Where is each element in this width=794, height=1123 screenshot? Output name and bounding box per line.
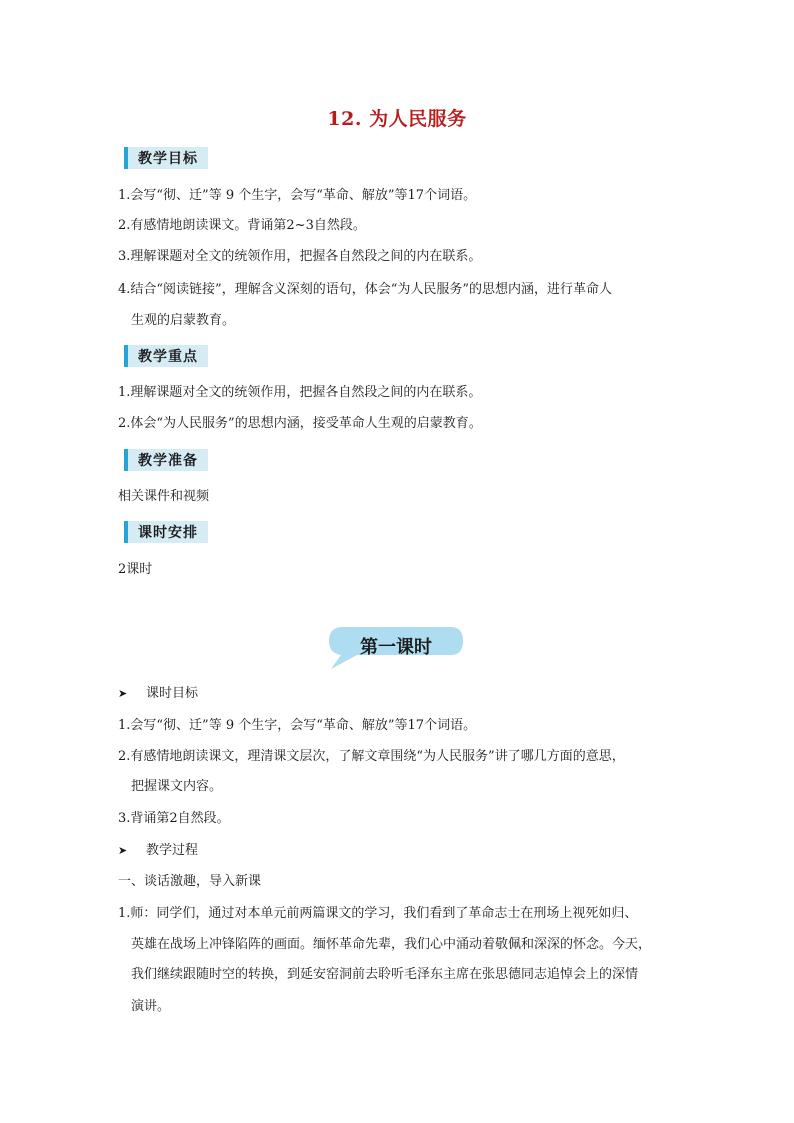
section-heading-text: 课时安排 — [138, 525, 198, 541]
section-heading-text: 教学重点 — [138, 349, 198, 365]
section-heading-goals — [124, 147, 208, 169]
arrowhead-bullet-icon: ➤ — [118, 844, 128, 857]
lesson-badge-label: 第一课时 — [360, 637, 432, 658]
section-heading-key-points — [124, 345, 208, 367]
arrowhead-bullet-icon: ➤ — [118, 687, 128, 700]
paragraph-line: 演讲。 — [131, 999, 171, 1014]
key-point-item: 2.体会“为人民服务”的思想内涵，接受革命人生观的启蒙教育。 — [118, 416, 482, 431]
goal-item: 3.理解课题对全文的统领作用，把握各自然段之间的内在联系。 — [118, 249, 482, 264]
goal-item: 4.结合“阅读链接”，理解含义深刻的语句，体会“为人民服务”的思想内涵，进行革命人 — [118, 282, 612, 297]
subsection-label: 教学过程 — [146, 843, 199, 858]
section-marker — [124, 147, 128, 169]
section-marker — [124, 449, 128, 471]
objective-item: 2.有感情地朗读课文，理清课文层次，了解文章围绕“为人民服务”讲了哪几方面的意思， — [118, 749, 625, 764]
objective-item-continued: 把握课文内容。 — [131, 779, 223, 794]
subsection-objectives — [118, 684, 198, 704]
objective-item: 3.背诵第2自然段。 — [118, 811, 230, 826]
paragraph-line: 英雄在战场上冲锋陷阵的画面。缅怀革命先辈，我们心中涌动着敬佩和深深的怀念。今天， — [131, 937, 652, 952]
page-title: 12. 为人民服务 — [327, 108, 467, 130]
step-heading: 一、谈话激趣，导入新课 — [118, 874, 262, 889]
preparation-text: 相关课件和视频 — [118, 489, 210, 504]
section-heading-text: 教学目标 — [138, 151, 198, 167]
goal-item-continued: 生观的启蒙教育。 — [131, 313, 236, 328]
schedule-text: 2课时 — [118, 562, 153, 577]
section-heading-preparation — [124, 449, 208, 471]
section-marker — [124, 521, 128, 543]
section-heading-text: 教学准备 — [138, 453, 198, 469]
section-marker — [124, 345, 128, 367]
goal-item: 1.会写“彻、迁”等 9 个生字，会写“革命、解放”等17个词语。 — [118, 188, 477, 203]
key-point-item: 1.理解课题对全文的统领作用，把握各自然段之间的内在联系。 — [118, 385, 482, 400]
paragraph-line: 1.师：同学们，通过对本单元前两篇课文的学习，我们看到了革命志士在刑场上视死如归、 — [118, 906, 638, 921]
lesson-badge — [327, 625, 465, 671]
goal-item: 2.有感情地朗读课文。背诵第2~3自然段。 — [118, 218, 366, 233]
section-heading-schedule — [124, 521, 208, 543]
subsection-process — [118, 841, 198, 861]
subsection-label: 课时目标 — [146, 686, 199, 701]
objective-item: 1.会写“彻、迁”等 9 个生字，会写“革命、解放”等17个词语。 — [118, 718, 477, 733]
paragraph-line: 我们继续跟随时空的转换，到延安窑洞前去聆听毛泽东主席在张思德同志追悼会上的深情 — [131, 967, 639, 982]
